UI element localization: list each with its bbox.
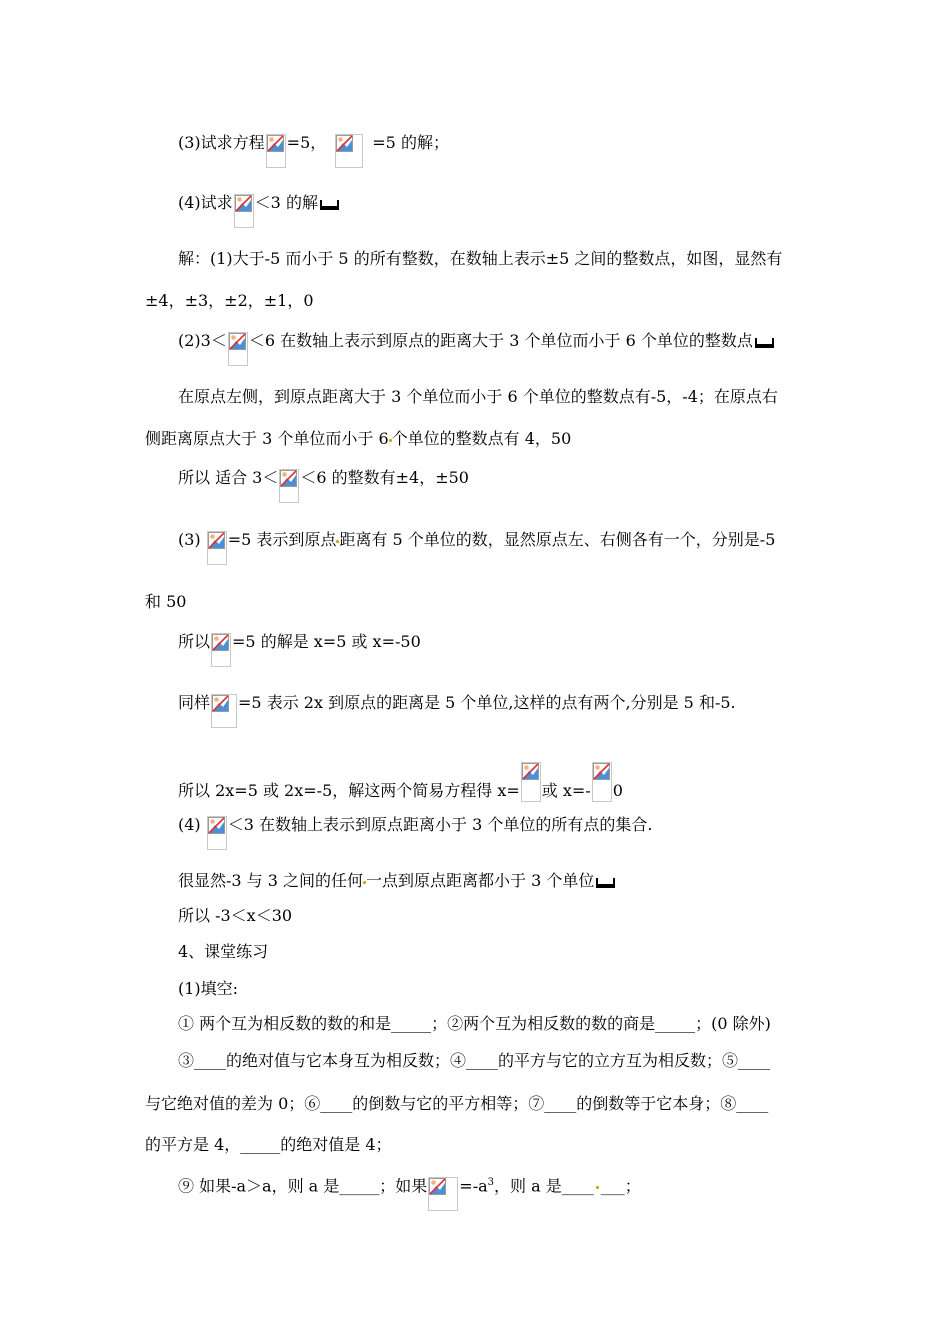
exercise-line-1: ① 两个互为相反数的数的和是_____；②两个互为相反数的数的商是_____；(0 除外) <box>178 1014 771 1033</box>
broken-image-icon <box>211 633 231 667</box>
broken-image-icon <box>207 816 227 850</box>
black-mark-icon <box>755 338 774 348</box>
line-solution-3-cont: 和 50 <box>145 592 187 611</box>
line-solution-2-conclusion: 所以 适合 3＜ ＜6 的整数有±4，±50 <box>178 468 469 503</box>
broken-image-icon <box>266 134 286 168</box>
exercise-line-2: ③____的绝对值与它本身互为相反数；④____的平方与它的立方互为相反数；⑤____ <box>178 1051 771 1070</box>
exercise-line-3: 与它绝对值的差为 0；⑥____的倒数与它的平方相等；⑦____的倒数等于它本身；⑧____ <box>145 1094 769 1113</box>
line-solution-3-2x: 所以 2x=5 或 2x=-5，解这两个简易方程得 x= 或 x=- 0 <box>178 762 623 802</box>
picture-glyph <box>522 763 539 780</box>
picture-glyph <box>229 333 246 350</box>
picture-glyph <box>208 817 225 834</box>
broken-image-icon <box>211 694 237 728</box>
line-problem-4: (4)试求 ＜3 的解 <box>178 193 339 228</box>
broken-image-icon <box>207 531 227 565</box>
picture-glyph <box>593 763 610 780</box>
section-heading: 4、课堂练习 <box>178 942 269 961</box>
line-solution-2-right: 侧距离原点大于 3 个单位而小于 6 个单位的整数点有 4，50 <box>145 429 572 448</box>
line-solution-2: (2)3＜ ＜6 在数轴上表示到原点的距离大于 3 个单位而小于 6 个单位的整数点 <box>178 331 774 366</box>
broken-image-icon <box>592 762 612 802</box>
picture-glyph <box>267 135 284 152</box>
exercise-heading: (1)填空: <box>178 979 239 998</box>
picture-glyph <box>235 195 252 212</box>
broken-image-icon <box>228 332 248 366</box>
broken-image-icon <box>234 194 254 228</box>
dot-mark <box>596 1186 599 1189</box>
line-solution-2-left: 在原点左侧，到原点距离大于 3 个单位而小于 6 个单位的整数点有-5，-4；在原点右 <box>178 387 778 406</box>
exercise-line-5: ⑨ 如果-a＞a，则 a 是_____；如果 $=-a^3$，则 a 是____ ___； <box>178 1173 641 1211</box>
broken-image-icon <box>428 1177 458 1211</box>
picture-glyph <box>280 470 297 487</box>
line-solution-4: (4) ＜3 在数轴上表示到原点距离小于 3 个单位的所有点的集合. <box>178 815 652 850</box>
picture-glyph <box>429 1178 446 1195</box>
picture-glyph <box>336 135 353 152</box>
black-mark-icon <box>596 878 615 888</box>
black-mark-icon <box>320 200 339 210</box>
line-solution-1-cont: ±4，±3，±2，±1，0 <box>145 291 314 310</box>
picture-glyph <box>208 532 225 549</box>
line-problem-3: (3)试求方程 =5， =5 的解； <box>178 133 449 168</box>
broken-image-icon <box>335 134 363 168</box>
line-solution-3-result: 所以 =5 的解是 x=5 或 x=-50 <box>178 632 421 667</box>
picture-glyph <box>212 695 229 712</box>
picture-glyph <box>212 634 229 651</box>
broken-image-icon <box>279 469 299 503</box>
broken-image-icon <box>521 762 541 802</box>
line-solution-3-same: 同样 =5 表示 2x 到原点的距离是 5 个单位,这样的点有两个,分别是 5 和-5. <box>178 693 736 728</box>
line-solution-3: (3) =5 表示到原点 距离有 5 个单位的数，显然原点左、右侧各有一个，分别是-5 <box>178 530 775 565</box>
line-solution-4-obvious: 很显然-3 与 3 之间的任何 一点到原点距离都小于 3 个单位 <box>178 871 615 891</box>
line-solution-4-result: 所以 -3＜x＜30 <box>178 906 293 925</box>
line-solution-1: 解：(1)大于-5 而小于 5 的所有整数，在数轴上表示±5 之间的整数点，如图，显然有 <box>178 249 783 268</box>
exercise-line-4: 的平方是 4，_____的绝对值是 4； <box>145 1135 392 1154</box>
